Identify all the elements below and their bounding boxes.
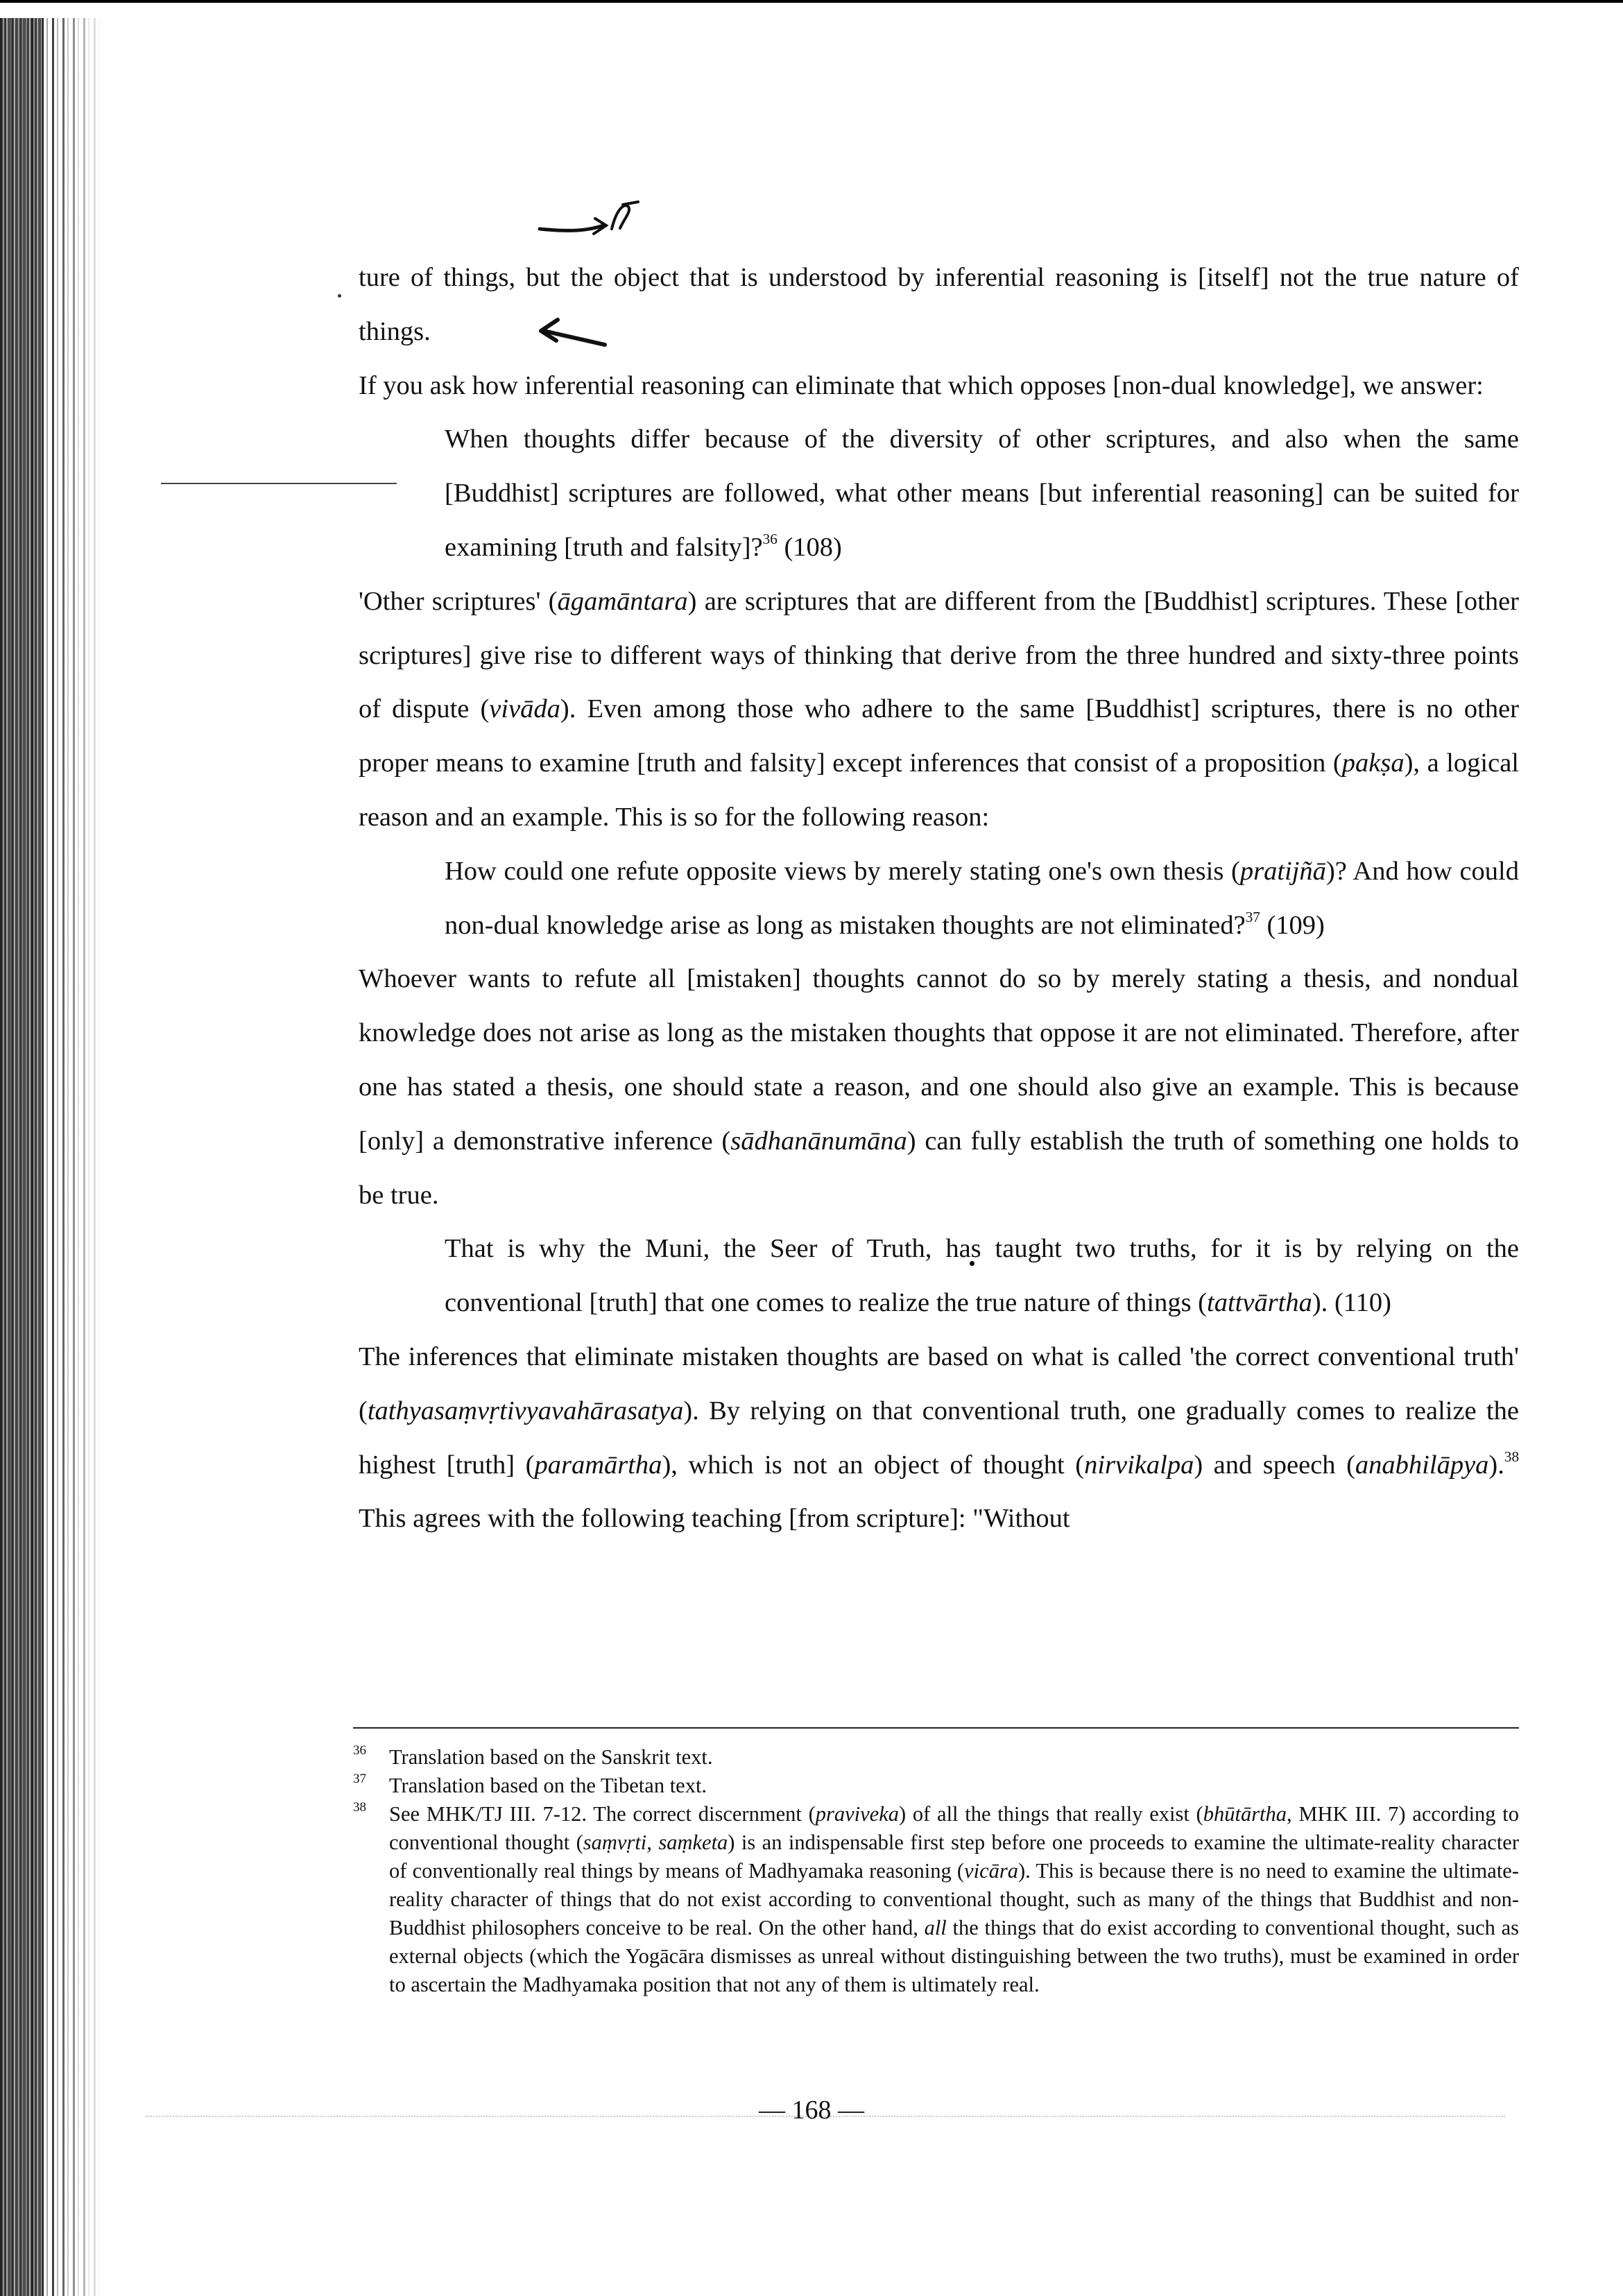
footnote-ref-37[interactable]: 37: [1245, 908, 1260, 925]
verse-number: (109): [1266, 910, 1325, 940]
footnotes: [353, 1743, 1519, 1999]
paragraph-4: Whoever wants to refute all [mistaken] thoughts cannot do so by merely stating a thesis, and nondual knowledge does not arise as long as the mistaken thoughts that oppose it are not eliminated. Therefore, after one has stated a thesis, one should state a reason, and one should also give an example. This is because [only] a demonstrative inference (sādhanānumāna) can fully establish the truth of something one holds to be true.: [359, 964, 1519, 1210]
verse-109: How could one refute opposite views by merely stating one's own thesis (pratijñā)? And how could non-dual knowledge arise as long as mistaken thoughts are not eliminated?$^{37}$ (109): [445, 856, 1519, 940]
paragraph-1: ture of things, but the object that is understood by inferential reasoning is [itself] not the true nature of things.: [359, 263, 1519, 346]
book-spine-edge: [0, 18, 43, 2296]
verse-108: When thoughts differ because of the diversity of other scriptures, and also when the same [Buddhist] scriptures are followed, what other means [but inferential reasoning] can be suited for examining [truth and falsity]?$^{36}$ (108): [445, 425, 1519, 562]
page-number: — 168 —: [759, 2096, 864, 2125]
verse-110: That is why the Muni, the Seer of Truth, has taught two truths, for it is by relying on the conventional [truth] that one comes to realize the true nature of things (tattvārtha). (110): [445, 1234, 1519, 1318]
main-text: [359, 251, 1519, 1546]
stray-dot-mark: [338, 294, 341, 298]
footnote-number: 37: [353, 1772, 366, 1786]
verse-number: (110): [1334, 1288, 1391, 1318]
paragraph-5: The inferences that eliminate mistaken thoughts are based on what is called 'the correct conventional truth' (tathyasaṃvṛtivyavahārasatya). By relying on that conventional truth, one gradually comes to realize the highest [truth] (paramārtha), which is not an object of thought (nirvikalpa) and speech (anabhilāpya).$^{38}$ This agrees with the following teaching [from scripture]: "Without: [359, 1342, 1520, 1534]
footnote-separator: [353, 1727, 1519, 1729]
scan-top-edge: [0, 0, 1623, 3]
footnote-number: 36: [353, 1743, 366, 1758]
footnote-38: 38 See MHK/TJ III. 7-12. The correct discernment (praviveka) of all the things that really exist (bhūtārtha, MHK III. 7) according to conventional thought (saṃvṛti, saṃketa) is an indispensable first step before one proceeds to examine the ultimate-reality character of conventionally real things by means of Madhyamaka reasoning (vicāra). This is because there is no need to examine the ultimate-reality character of things that do not exist according to conventional thought, such as many of the things that Buddhist and non-Buddhist philosophers conceive to be real. On the other hand, all the things that do exist according to conventional thought, such as external objects (which the Yogācāra dismisses as unreal without distinguishing between the two truths), must be examined in order to ascertain the Madhyamaka position that not any of them is ultimately real.: [353, 1800, 1519, 1999]
paragraph-3: 'Other scriptures' (āgamāntara) are scriptures that are different from the [Buddhist] scriptures. These [other scriptures] give rise to different ways of thinking that derive from the three hundred and sixty-three points of dispute (vivāda). Even among those who adhere to the same [Buddhist] scriptures, there is no other proper means to examine [truth and falsity] except inferences that consist of a proposition (pakṣa), a logical reason and an example. This is so for the following reason:: [359, 586, 1519, 832]
footnote-36: 36 Translation based on the Sanskrit text.: [353, 1743, 1519, 1772]
paragraph-2: If you ask how inferential reasoning can eliminate that which opposes [non-dual knowledge], we answer:: [359, 370, 1484, 400]
footnote-number: 38: [353, 1800, 366, 1815]
footnote-37: 37 Translation based on the Tibetan text.: [353, 1772, 1519, 1800]
footnote-ref-38[interactable]: 38: [1504, 1448, 1520, 1465]
handwritten-arrow-mark: [534, 198, 652, 253]
footnote-ref-36[interactable]: 36: [762, 531, 778, 548]
verse-number: (108): [784, 532, 842, 562]
